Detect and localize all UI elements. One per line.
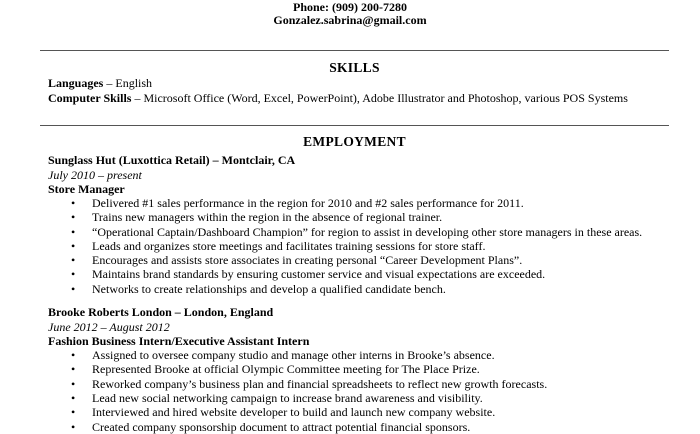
skills-content bbox=[40, 76, 669, 106]
duty-item bbox=[48, 196, 669, 210]
skill-value: – Microsoft Office (Word, Excel, PowerPoint), Adobe Illustrator and Photoshop, various POS Systems bbox=[131, 91, 628, 105]
duty-text: Encourages and assists store associates in creating personal “Career Development Plans”. bbox=[92, 253, 523, 268]
duty-text: Created company sponsorship document to attract potential financial sponsors. bbox=[92, 419, 471, 434]
duty-text: Represented Brooke at official Olympic Committee meeting for The Place Prize. bbox=[92, 362, 480, 377]
skill-label: Languages bbox=[48, 76, 104, 90]
duty-item bbox=[48, 225, 669, 239]
bullet-icon: • bbox=[71, 390, 76, 405]
duty-item bbox=[48, 405, 669, 419]
duties-list bbox=[48, 348, 669, 434]
duty-item bbox=[48, 253, 669, 267]
skill-computer bbox=[48, 91, 669, 106]
job-title: Store Manager bbox=[48, 182, 125, 196]
job-dates: June 2012 – August 2012 bbox=[48, 320, 170, 335]
duty-text: Interviewed and hired website developer to build and launch new company website. bbox=[92, 405, 496, 420]
duty-text: Leads and organizes store meetings and facilitates training sessions for store staff. bbox=[92, 238, 486, 253]
job-dates: July 2010 – present bbox=[48, 168, 142, 182]
skills-heading: SKILLS bbox=[329, 60, 380, 75]
duty-item bbox=[48, 267, 669, 281]
bullet-icon: • bbox=[71, 224, 76, 239]
job-title: Fashion Business Intern/Executive Assistant Intern bbox=[48, 334, 310, 349]
duties-list bbox=[48, 196, 669, 296]
employment-content bbox=[40, 153, 669, 434]
contact-email: Gonzalez.sabrina@gmail.com bbox=[273, 13, 427, 27]
duty-item bbox=[48, 348, 669, 362]
skill-value: – English bbox=[103, 76, 153, 90]
bullet-icon: • bbox=[71, 238, 76, 253]
skill-label: Computer Skills bbox=[48, 91, 132, 105]
bullet-icon: • bbox=[71, 405, 76, 420]
duty-item bbox=[48, 239, 669, 253]
bullet-icon: • bbox=[71, 253, 76, 268]
bullet-icon: • bbox=[71, 362, 76, 377]
duty-item bbox=[48, 377, 669, 391]
bullet-icon: • bbox=[71, 267, 76, 282]
duty-text: Trains new managers within the region in the absence of regional trainer. bbox=[92, 210, 443, 225]
duty-text: Lead new social networking campaign to increase brand awareness and visibility. bbox=[92, 390, 483, 405]
duty-text: Assigned to oversee company studio and manage other interns in Brooke’s absence. bbox=[92, 348, 495, 363]
duty-text: Maintains brand standards by ensuring customer service and visual expectations are exceeded. bbox=[92, 267, 546, 282]
duty-text: Networks to create relationships and develop a qualified candidate bench. bbox=[92, 281, 446, 296]
job-employer: Sunglass Hut (Luxottica Retail) – Montclair, CA bbox=[48, 153, 296, 167]
job-entry bbox=[48, 305, 669, 434]
bullet-icon: • bbox=[71, 210, 76, 225]
duty-item bbox=[48, 362, 669, 376]
bullet-icon: • bbox=[71, 419, 76, 434]
contact-phone: Phone: (909) 200-7280 bbox=[293, 0, 407, 14]
skill-languages bbox=[48, 76, 669, 91]
duty-text: Delivered #1 sales performance in the region for 2010 and #2 sales performance for 2011. bbox=[92, 196, 524, 210]
duty-item bbox=[48, 391, 669, 405]
job-employer: Brooke Roberts London – London, England bbox=[48, 305, 274, 320]
duty-item bbox=[48, 282, 669, 296]
bullet-icon: • bbox=[71, 348, 76, 363]
employment-heading: EMPLOYMENT bbox=[303, 134, 406, 149]
bullet-icon: • bbox=[71, 196, 76, 210]
duty-item bbox=[48, 210, 669, 224]
duty-item bbox=[48, 420, 669, 434]
bullet-icon: • bbox=[71, 281, 76, 296]
skills-section bbox=[40, 50, 669, 111]
duty-text: “Operational Captain/Dashboard Champion” for region to assist in developing other store managers in these areas. bbox=[92, 224, 643, 239]
job-entry bbox=[48, 153, 669, 296]
employment-section bbox=[40, 125, 669, 434]
duty-text: Reworked company’s business plan and financial spreadsheets to reflect new growth forecasts. bbox=[92, 376, 548, 391]
bullet-icon: • bbox=[71, 376, 76, 391]
